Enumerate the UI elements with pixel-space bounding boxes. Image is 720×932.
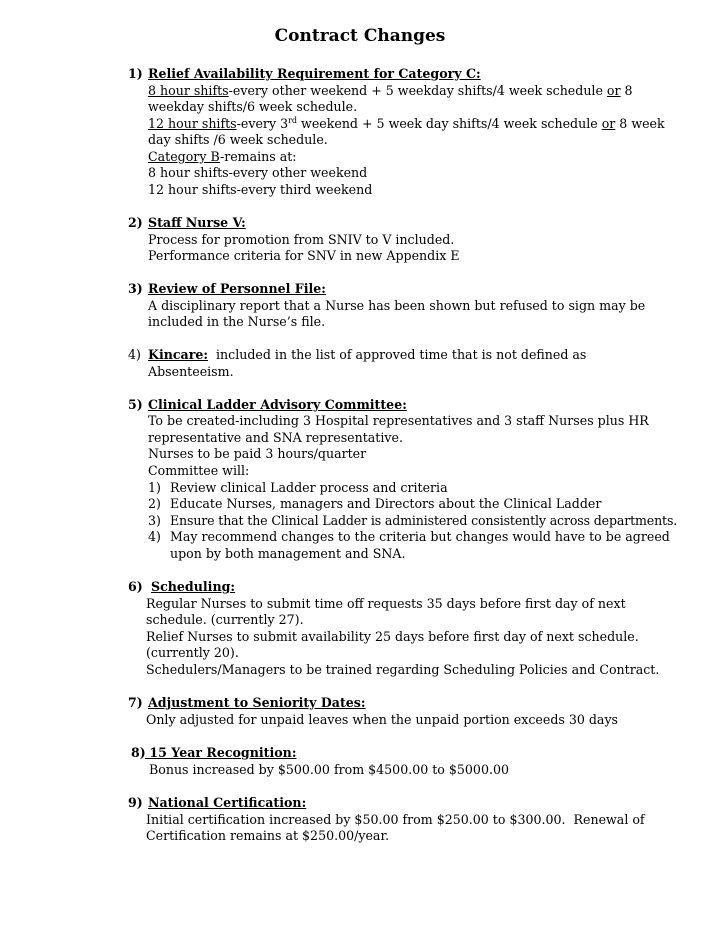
section-8-line-1: Bonus increased by $500.00 from $4500.00 to $5000.00 — [149, 762, 509, 777]
section-4-number: 4) — [128, 347, 141, 362]
section-1-eight-hour-line — [148, 83, 633, 99]
committee-item-2-number: 2) — [148, 496, 161, 511]
eight-hour-continuation: weekday shifts/6 week schedule. — [148, 99, 358, 114]
committee-item-1-number: 1) — [148, 480, 161, 495]
section-1-heading: Relief Availability Requirement for Category C: — [148, 66, 481, 81]
or-word-2: or — [601, 116, 616, 131]
section-9-line-1: Initial certification increased by $50.00 from $250.00 to $300.00. Renewal of — [146, 812, 645, 827]
category-b-text: -remains at: — [219, 149, 297, 164]
section-1-twelve-hour-line — [148, 116, 665, 132]
section-4-line-1: Absenteeism. — [148, 364, 234, 379]
section-5-number: 5) — [128, 397, 143, 412]
section-6-heading: Scheduling: — [151, 579, 236, 594]
committee-item-3: Ensure that the Clinical Ladder is administered consistently across departments. — [170, 513, 678, 528]
section-6-line-2: schedule. (currently 27). — [146, 612, 304, 627]
section-2-heading: Staff Nurse V: — [148, 215, 246, 230]
section-5-line-4: Committee will: — [148, 463, 250, 478]
section-7-number: 7) — [128, 695, 143, 710]
section-5-line-3: Nurses to be paid 3 hours/quarter — [148, 446, 367, 461]
section-2-line-1: Process for promotion from SNIV to V included. — [148, 232, 455, 247]
section-3-line-1: A disciplinary report that a Nurse has been shown but refused to sign may be — [148, 298, 646, 313]
section-8-number: 8) — [131, 745, 146, 760]
section-7-line-1: Only adjusted for unpaid leaves when the unpaid portion exceeds 30 days — [146, 712, 619, 727]
section-9-number: 9) — [128, 795, 143, 810]
twelve-hour-label: 12 hour shifts — [148, 116, 237, 131]
section-5-heading: Clinical Ladder Advisory Committee: — [148, 397, 407, 412]
committee-item-4-number: 4) — [148, 529, 161, 544]
section-2-line-2: Performance criteria for SNV in new Appendix E — [148, 248, 460, 263]
section-5-line-2: representative and SNA representative. — [148, 430, 403, 445]
section-9-line-2: Certification remains at $250.00/year. — [146, 828, 390, 843]
or-word: or — [606, 83, 621, 98]
section-9-heading: National Certification: — [148, 795, 307, 810]
section-1-number: 1) — [128, 66, 143, 81]
section-6-line-5: Schedulers/Managers to be trained regarding Scheduling Policies and Contract. — [146, 662, 660, 677]
section-4-heading-line — [148, 347, 586, 363]
section-4-inline-text: included in the list of approved time that is not defined as — [208, 347, 587, 362]
eight-hour-after: 8 — [620, 83, 633, 98]
category-b-detail-2: 12 hour shifts-every third weekend — [148, 182, 373, 197]
twelve-hour-text: weekend + 5 week day shifts/4 week schedule — [297, 116, 602, 131]
twelve-hour-continuation: day shifts /6 week schedule. — [148, 132, 328, 147]
twelve-hour-pre: -every 3 — [236, 116, 289, 131]
twelve-hour-superscript: rd — [288, 116, 298, 125]
category-b-label: Category B — [148, 149, 220, 164]
section-3-number: 3) — [128, 281, 143, 296]
committee-item-2: Educate Nurses, managers and Directors about the Clinical Ladder — [170, 496, 602, 511]
section-5-line-1: To be created-including 3 Hospital representatives and 3 staff Nurses plus HR — [148, 413, 649, 428]
section-2-number: 2) — [128, 215, 143, 230]
category-b-detail-1: 8 hour shifts-every other weekend — [148, 165, 368, 180]
category-b-line — [148, 149, 297, 165]
eight-hour-text: -every other weekend + 5 weekday shifts/4 week schedule — [228, 83, 607, 98]
document-title: Contract Changes — [274, 26, 446, 46]
section-6-line-1: Regular Nurses to submit time off requests 35 days before first day of next — [146, 596, 626, 611]
committee-item-4: May recommend changes to the criteria but changes would have to be agreed — [170, 529, 670, 544]
section-8-heading: 15 Year Recognition: — [145, 745, 297, 760]
section-7-heading: Adjustment to Seniority Dates: — [148, 695, 366, 710]
section-3-line-2: included in the Nurse’s file. — [148, 314, 326, 329]
twelve-hour-after: 8 week — [615, 116, 665, 131]
section-3-heading: Review of Personnel File: — [148, 281, 326, 296]
committee-item-4-continuation: upon by both management and SNA. — [170, 546, 406, 561]
committee-item-3-number: 3) — [148, 513, 161, 528]
section-6-line-3: Relief Nurses to submit availability 25 days before first day of next schedule. — [146, 629, 639, 644]
section-4-heading: Kincare: — [148, 347, 209, 362]
eight-hour-label: 8 hour shifts — [148, 83, 229, 98]
section-6-line-4: (currently 20). — [146, 645, 239, 660]
committee-item-1: Review clinical Ladder process and criteria — [170, 480, 448, 495]
section-6-number: 6) — [128, 579, 143, 594]
